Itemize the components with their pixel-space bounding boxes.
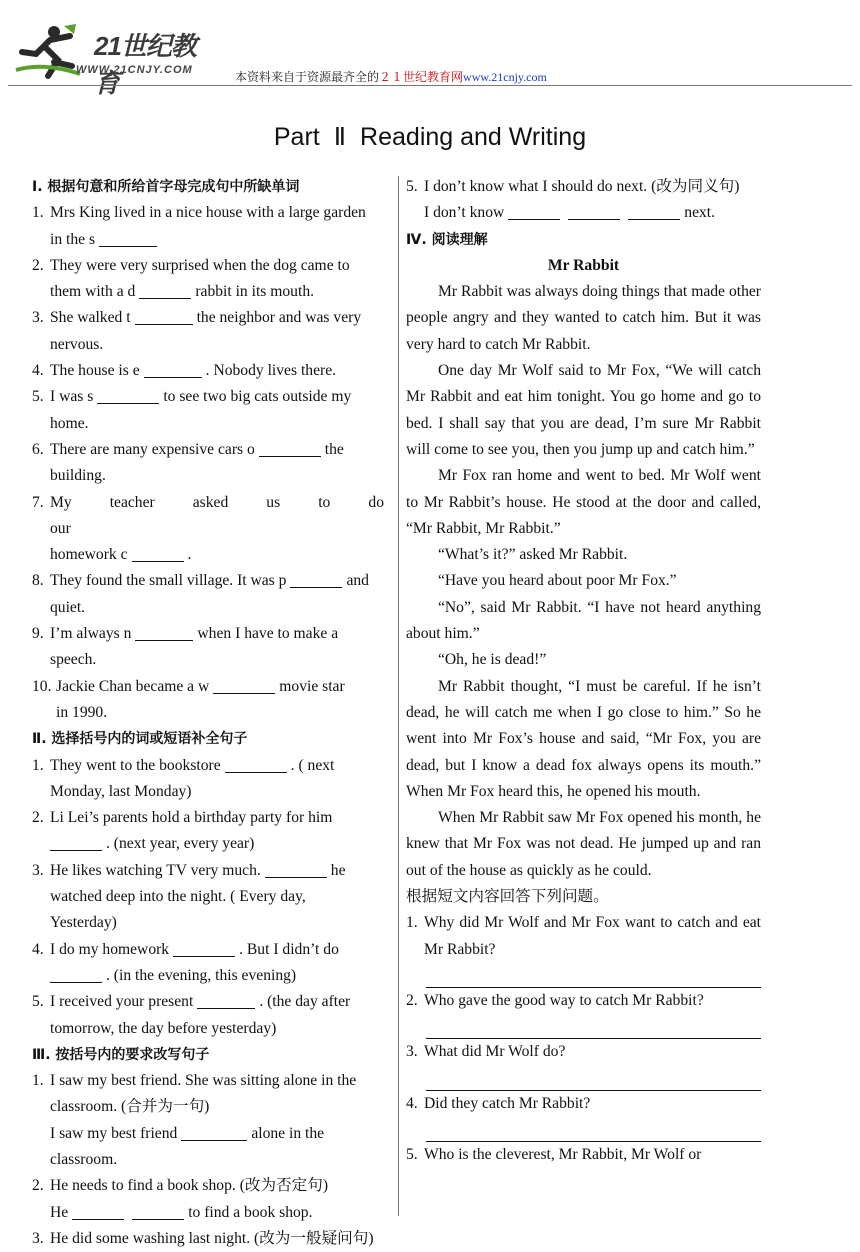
item-text: I was s [50, 388, 94, 406]
source-brand: ２１世纪教育网 [379, 70, 464, 84]
left-column [32, 174, 384, 1252]
item-number: 5. [32, 388, 44, 406]
exercise-item [32, 437, 384, 490]
instruction-text: 根据短文内容回答下列问题。 [406, 888, 609, 906]
item-text: I saw my best friend. She was sitting alone in the [50, 1072, 357, 1090]
item-text: speech. [50, 651, 97, 669]
item-text: Yesterday) [50, 914, 117, 932]
item-number: 5. [32, 993, 44, 1011]
item-number: 1. [406, 914, 418, 932]
answer-line[interactable] [426, 1117, 761, 1142]
item-text: building. [50, 467, 106, 485]
question-item [406, 1142, 761, 1168]
logo-text: 21世纪教育 [94, 31, 196, 98]
story-paragraph: Mr Rabbit thought, “I must be careful. If he isn’t dead, he will catch me when I go close to him.” So he went into Mr Fox’s house and said, “Mr Fox, you are dead, but I know a dead fox always opens its mouth.” When Mr Fox heard this, he opened his mouth. [406, 677, 761, 800]
item-text: to see two big cats outside my [163, 388, 352, 406]
exercise-item [32, 1226, 384, 1252]
item-number: 8. [32, 572, 44, 590]
item-text: They were very surprised when the dog came to [50, 256, 350, 274]
item-text: alone in the [251, 1124, 325, 1142]
item-text: . (the day after [259, 993, 351, 1011]
item-text: watched deep into the night. ( Every day, [50, 888, 306, 906]
item-text: homework c [50, 546, 128, 564]
item-number: 7. [32, 493, 44, 511]
section-heading: Ⅱ. 选择括号内的词或短语补全句子 [32, 731, 248, 748]
item-number: 3. [32, 861, 44, 879]
item-text: the neighbor and was very [196, 309, 362, 327]
item-text: She walked t [50, 309, 131, 327]
item-text: I don’t know what I should do next. (改为同义句) [424, 178, 740, 195]
answer-blank[interactable] [628, 203, 680, 220]
question-text: What did Mr Wolf do? [424, 1043, 566, 1061]
answer-blank[interactable] [259, 440, 321, 457]
answer-blank[interactable] [197, 992, 255, 1009]
exercise-item-cont [32, 542, 384, 568]
runner-logo-icon [14, 22, 84, 82]
question-text: Why did Mr Wolf and Mr Fox want to catch and eat Mr Rabbit? [424, 914, 761, 958]
item-text: He [50, 1203, 69, 1221]
source-prefix: 本资料来自于资源最齐全的 [235, 70, 380, 84]
exercise-item [406, 174, 761, 227]
item-text: to find a book shop. [188, 1203, 313, 1221]
answer-line[interactable] [426, 1066, 761, 1091]
item-number: 2. [32, 1177, 44, 1195]
answer-blank[interactable] [290, 571, 342, 588]
exercise-item [32, 358, 384, 384]
answer-blank[interactable] [97, 387, 159, 404]
story-paragraph: One day Mr Wolf said to Mr Fox, “We will catch Mr Rabbit and eat him tonight. You go home and go to bed. I shall say that you are dead, I’m sure Mr Rabbit will come to see you, then you jump up and catch him.” [406, 362, 761, 458]
exercise-item [32, 989, 384, 1042]
item-text: He likes watching TV very much. [50, 861, 261, 879]
answer-blank[interactable] [225, 756, 287, 773]
item-text: and [346, 572, 369, 590]
exercise-item [32, 621, 384, 674]
answer-blank[interactable] [50, 966, 102, 983]
item-text: nervous. [50, 335, 104, 353]
answer-blank[interactable] [139, 282, 191, 299]
item-text: Li Lei’s parents hold a birthday party for him [50, 809, 333, 827]
exercise-item [32, 674, 384, 727]
item-text: classroom. [50, 1150, 118, 1168]
exercise-item [32, 490, 384, 543]
item-number: 4. [32, 362, 44, 380]
item-text: There are many expensive cars o [50, 440, 255, 458]
source-site-link[interactable]: www.21cnjy.com [463, 70, 547, 84]
section-heading: Ⅰ. 根据句意和所给首字母完成句中所缺单词 [32, 179, 300, 195]
header-divider [8, 85, 852, 86]
answer-line[interactable] [426, 963, 761, 988]
item-number: 4. [32, 940, 44, 958]
answer-blank[interactable] [213, 677, 275, 694]
item-text: home. [50, 414, 89, 432]
exercise-item [32, 1068, 384, 1173]
item-text: in the s [50, 230, 96, 248]
answer-blank[interactable] [132, 545, 184, 562]
item-text: Jackie Chan became a w [56, 677, 210, 695]
exercise-item [32, 937, 384, 990]
item-text: in 1990. [56, 703, 108, 721]
answer-blank[interactable] [99, 230, 157, 247]
exercise-item [32, 753, 384, 806]
item-number: 3. [32, 309, 44, 327]
item-number: 5. [406, 1145, 418, 1163]
answer-blank[interactable] [181, 1124, 247, 1141]
item-text: . Nobody lives there. [205, 362, 337, 380]
item-text: I don’t know [424, 204, 505, 222]
item-number: 5. [406, 178, 418, 195]
item-text: he [330, 861, 346, 879]
question-text: Who gave the good way to catch Mr Rabbit? [424, 991, 704, 1009]
item-number: 1. [32, 1072, 44, 1090]
site-logo [14, 22, 214, 98]
answer-blank[interactable] [265, 861, 327, 878]
question-text: Who is the cleverest, Mr Rabbit, Mr Wolf or [424, 1145, 702, 1163]
answer-blank[interactable] [50, 834, 102, 851]
item-text: . But I didn’t do [239, 940, 339, 958]
title-part: Part [273, 123, 320, 151]
item-text: They found the small village. It was p [50, 572, 287, 590]
item-text: Mrs King lived in a nice house with a large garden [50, 204, 366, 222]
item-number: 2. [406, 991, 418, 1009]
item-text: He did some washing last night. (改为一般疑问句) [50, 1229, 374, 1247]
item-text: when I have to make a [197, 625, 339, 643]
item-text: movie star [279, 677, 345, 695]
logo-url: WWW.21CNJY.COM [76, 64, 193, 76]
item-text: the [324, 440, 344, 458]
item-text: . [187, 546, 192, 564]
item-text: classroom. (合并为一句) [50, 1098, 210, 1116]
item-text: next. [684, 204, 716, 222]
item-number: 1. [32, 204, 44, 222]
title-roman: Ⅱ [333, 124, 347, 151]
item-text: . (next year, every year) [106, 835, 255, 853]
title-rest: Reading and Writing [360, 123, 587, 151]
answer-line[interactable] [426, 1014, 761, 1039]
answer-blank[interactable] [508, 203, 560, 220]
item-number: 3. [406, 1043, 418, 1061]
answer-blank[interactable] [135, 624, 193, 641]
answer-blank[interactable] [132, 1203, 184, 1220]
story-paragraph: “What’s it?” asked Mr Rabbit. [438, 546, 628, 564]
answer-blank[interactable] [135, 308, 193, 325]
source-note [235, 68, 547, 85]
question-item [406, 1039, 761, 1065]
question-item [406, 910, 761, 963]
item-text: I saw my best friend [50, 1124, 178, 1142]
exercise-item [32, 384, 384, 437]
question-item [406, 988, 761, 1014]
answer-blank[interactable] [173, 940, 235, 957]
item-number: 3. [32, 1229, 44, 1247]
story-paragraph: “Have you heard about poor Mr Fox.” [438, 572, 677, 590]
exercise-item [32, 305, 384, 358]
item-text: He needs to find a book shop. (改为否定句) [50, 1177, 329, 1195]
item-text: I’m always n [50, 625, 132, 643]
item-text: quiet. [50, 598, 86, 616]
question-text: Did they catch Mr Rabbit? [424, 1094, 591, 1112]
section-heading: Ⅳ. 阅读理解 [406, 231, 488, 248]
exercise-item [32, 858, 384, 937]
right-column [406, 174, 761, 1168]
item-number: 4. [406, 1094, 418, 1112]
exercise-item [32, 200, 384, 253]
story-paragraph: Mr Rabbit was always doing things that made other people angry and they wanted to catch him. But it was very hard to catch Mr Rabbit. [406, 283, 761, 353]
item-text: I do my homework [50, 940, 170, 958]
question-item [406, 1091, 761, 1117]
item-text: They went to the bookstore [50, 756, 221, 774]
story-paragraph: “Oh, he is dead!” [438, 651, 547, 669]
item-text: The house is e [50, 362, 140, 380]
exercise-item [32, 568, 384, 621]
item-text: . ( next [290, 756, 335, 774]
item-text: . (in the evening, this evening) [106, 966, 297, 984]
answer-blank[interactable] [144, 361, 202, 378]
item-text: rabbit in its mouth. [195, 283, 315, 301]
exercise-item [32, 1173, 384, 1226]
item-number: 1. [32, 756, 44, 774]
column-divider [398, 176, 399, 1216]
item-text: tomorrow, the day before yesterday) [50, 1019, 277, 1037]
page-header [0, 0, 860, 98]
page-title [0, 122, 860, 152]
story-paragraph: “No”, said Mr Rabbit. “I have not heard anything about him.” [406, 598, 761, 643]
item-number: 10. [32, 677, 52, 695]
item-text: them with a d [50, 283, 136, 301]
answer-blank[interactable] [568, 203, 620, 220]
story-paragraph: Mr Fox ran home and went to bed. Mr Wolf went to Mr Rabbit’s house. He stood at the door and called, “Mr Rabbit, Mr Rabbit.” [406, 467, 761, 537]
section-heading: Ⅲ. 按括号内的要求改写句子 [32, 1046, 210, 1063]
item-number: 9. [32, 625, 44, 643]
exercise-item [32, 253, 384, 306]
story-title: Mr Rabbit [547, 256, 620, 274]
story-paragraph: When Mr Rabbit saw Mr Fox opened his month, he knew that Mr Fox was not dead. He jumped up and ran out of the house as quickly as he could. [406, 809, 761, 879]
item-text: Monday, last Monday) [50, 782, 192, 800]
exercise-item [32, 805, 384, 858]
item-number: 2. [32, 809, 44, 827]
answer-blank[interactable] [72, 1203, 124, 1220]
item-text: I received your present [50, 993, 194, 1011]
item-number: 6. [32, 440, 44, 458]
item-text: My teacher asked us to do our [50, 493, 384, 537]
item-number: 2. [32, 256, 44, 274]
